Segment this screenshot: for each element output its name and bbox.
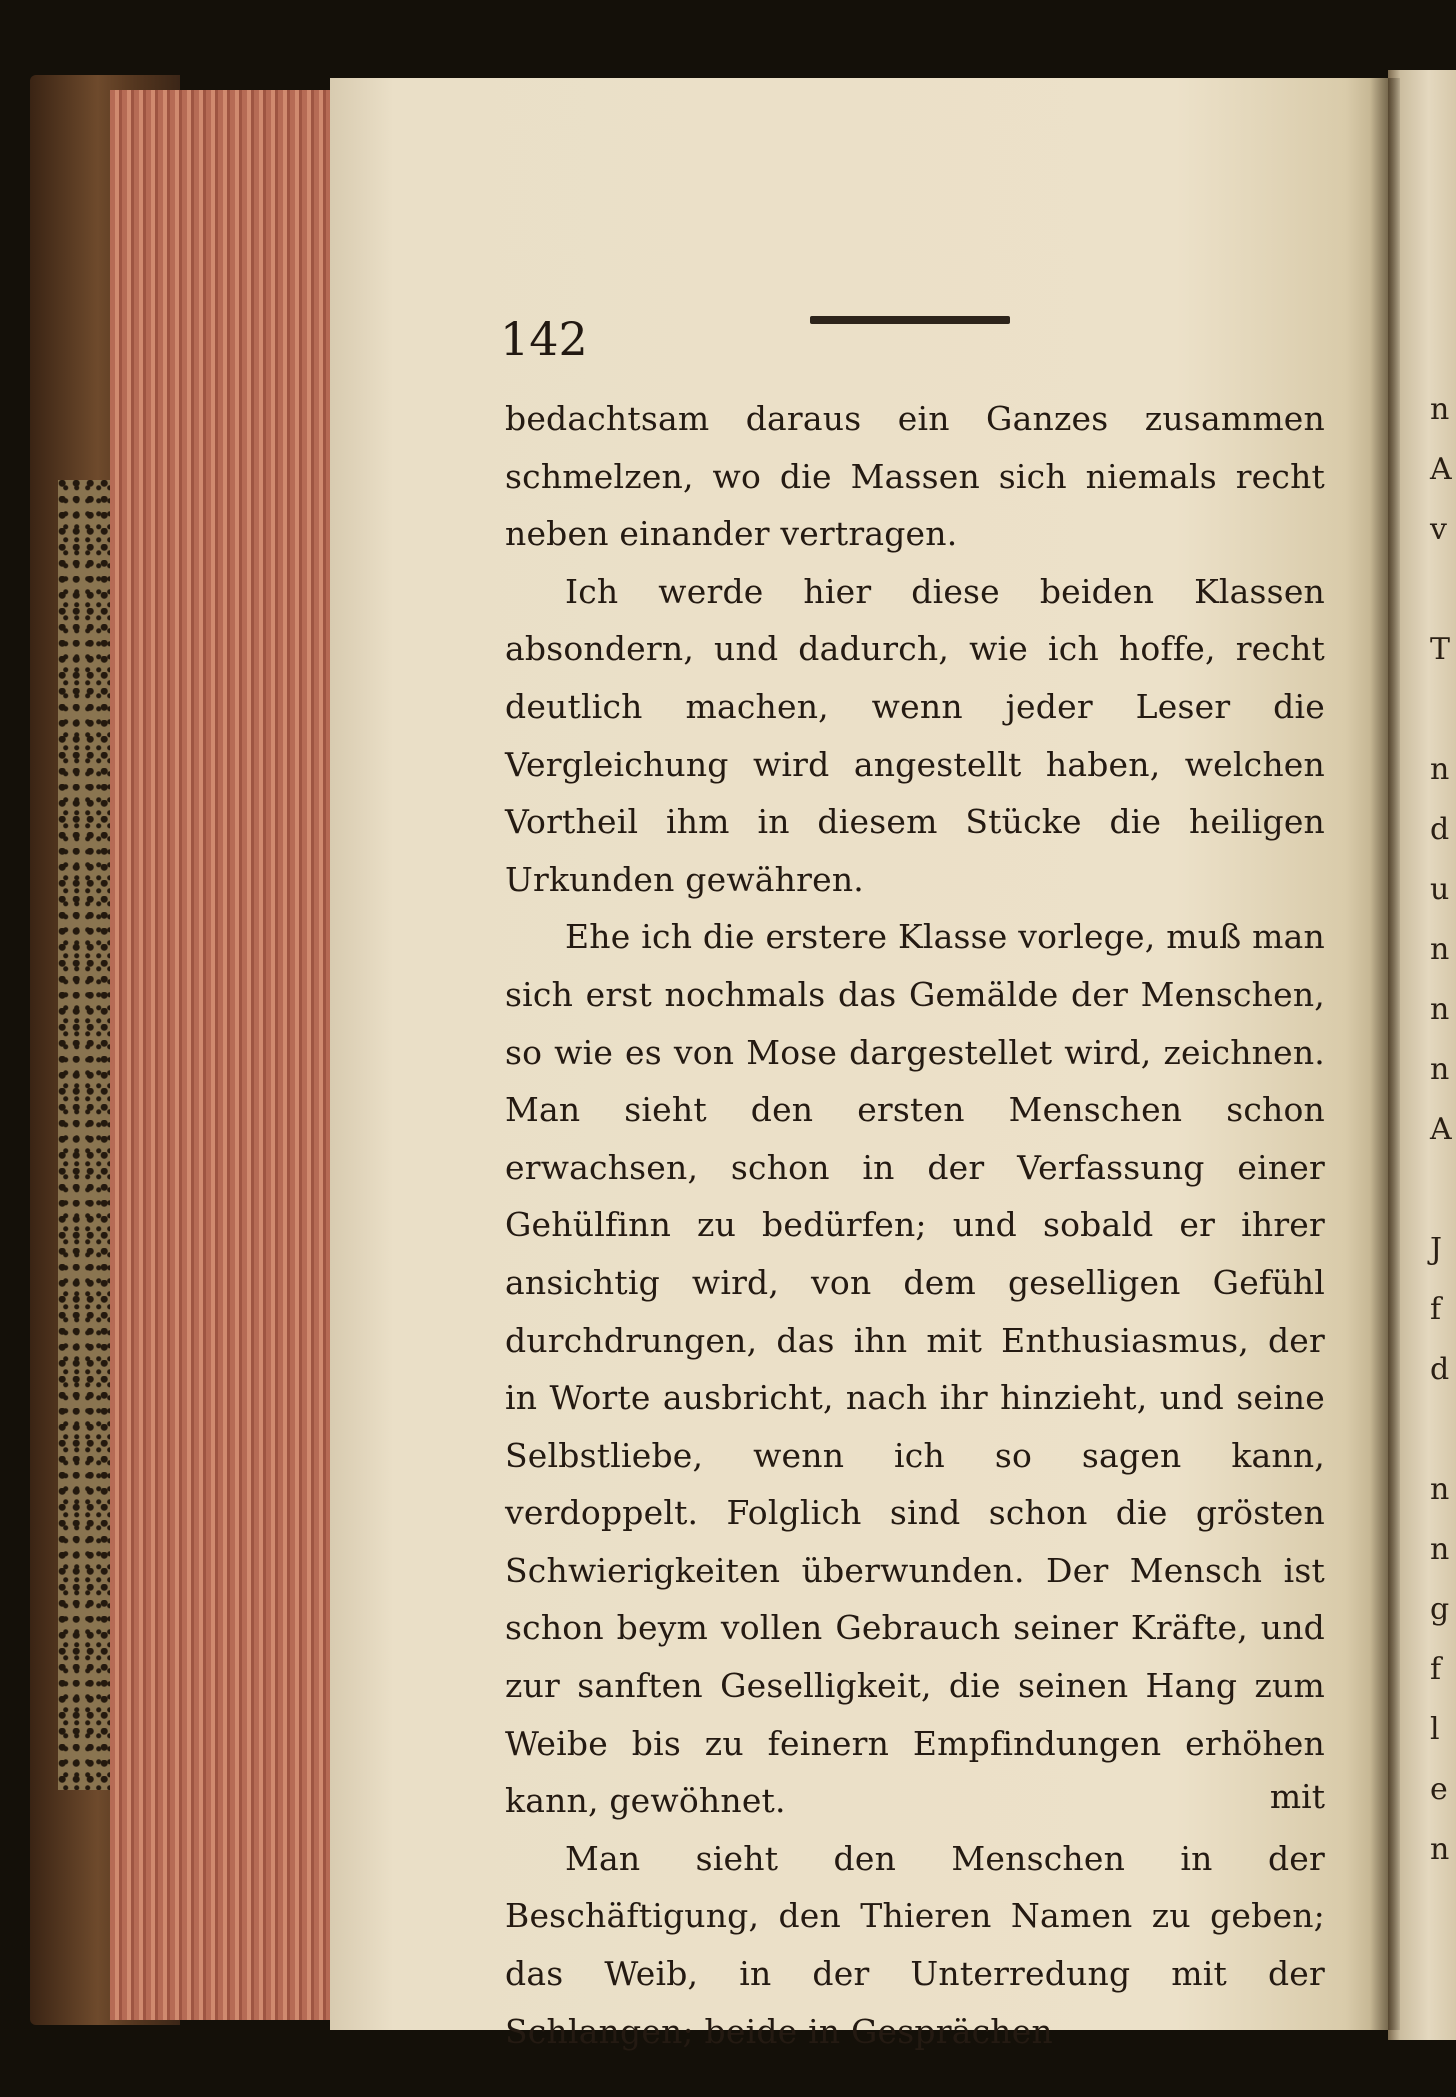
paragraph: bedachtsam daraus ein Ganzes zusammen schmelzen, wo die Massen sich niemals recht neben einander vertragen. [505,399,1325,554]
paragraph: Ehe ich die erstere Klasse vorlege, muß man sich erst nochmals das Gemälde der Menschen, so wie es von Mose dargestellet wird, zeichnen. Man sieht den ersten Menschen schon erwachsen, schon in der Verfassung einer Gehülfinn zu bedürfen; und sobald er ihrer ansichtig wird, von dem geselligen Gefühl durchdrungen, das ihn mit Enthusiasmus, der in Worte ausbricht, nach ihr hinzieht, und seine Selbstliebe, wenn ich so sagen kann, verdoppelt. Folglich sind schon die grösten Schwierigkeiten überwunden. Der Mensch ist schon beym vollen Gebrauch seiner Kräfte, und zur sanften Geselligkeit, die seinen Hang zum Weibe bis zu feinern Empfindungen erhöhen kann, gewöhnet. [505,917,1325,1821]
catchword: mit [1269,1777,1325,1816]
paragraph: Ich werde hier diese beiden Klassen absondern, und dadurch, wie ich hoffe, recht deutlich machen, wenn jeder Leser die Vergleichung wird angestellt haben, welchen Vortheil ihm in diesem Stücke die heiligen Urkunden gewähren. [505,571,1325,899]
page-edges [110,90,340,2020]
page-body [505,390,1325,2060]
paragraph: Man sieht den Menschen in der Beschäftigung, den Thieren Namen zu geben; das Weib, in der Unterredung mit der Schlangen; beide in Gesprächen [505,1838,1325,2051]
facing-page-letters: n A v T n d u n n n A J f d n n g f l e n [1430,392,1452,1867]
gutter-shadow [1370,78,1400,2030]
header-rule [810,316,1010,324]
page-number: 142 [500,312,588,366]
